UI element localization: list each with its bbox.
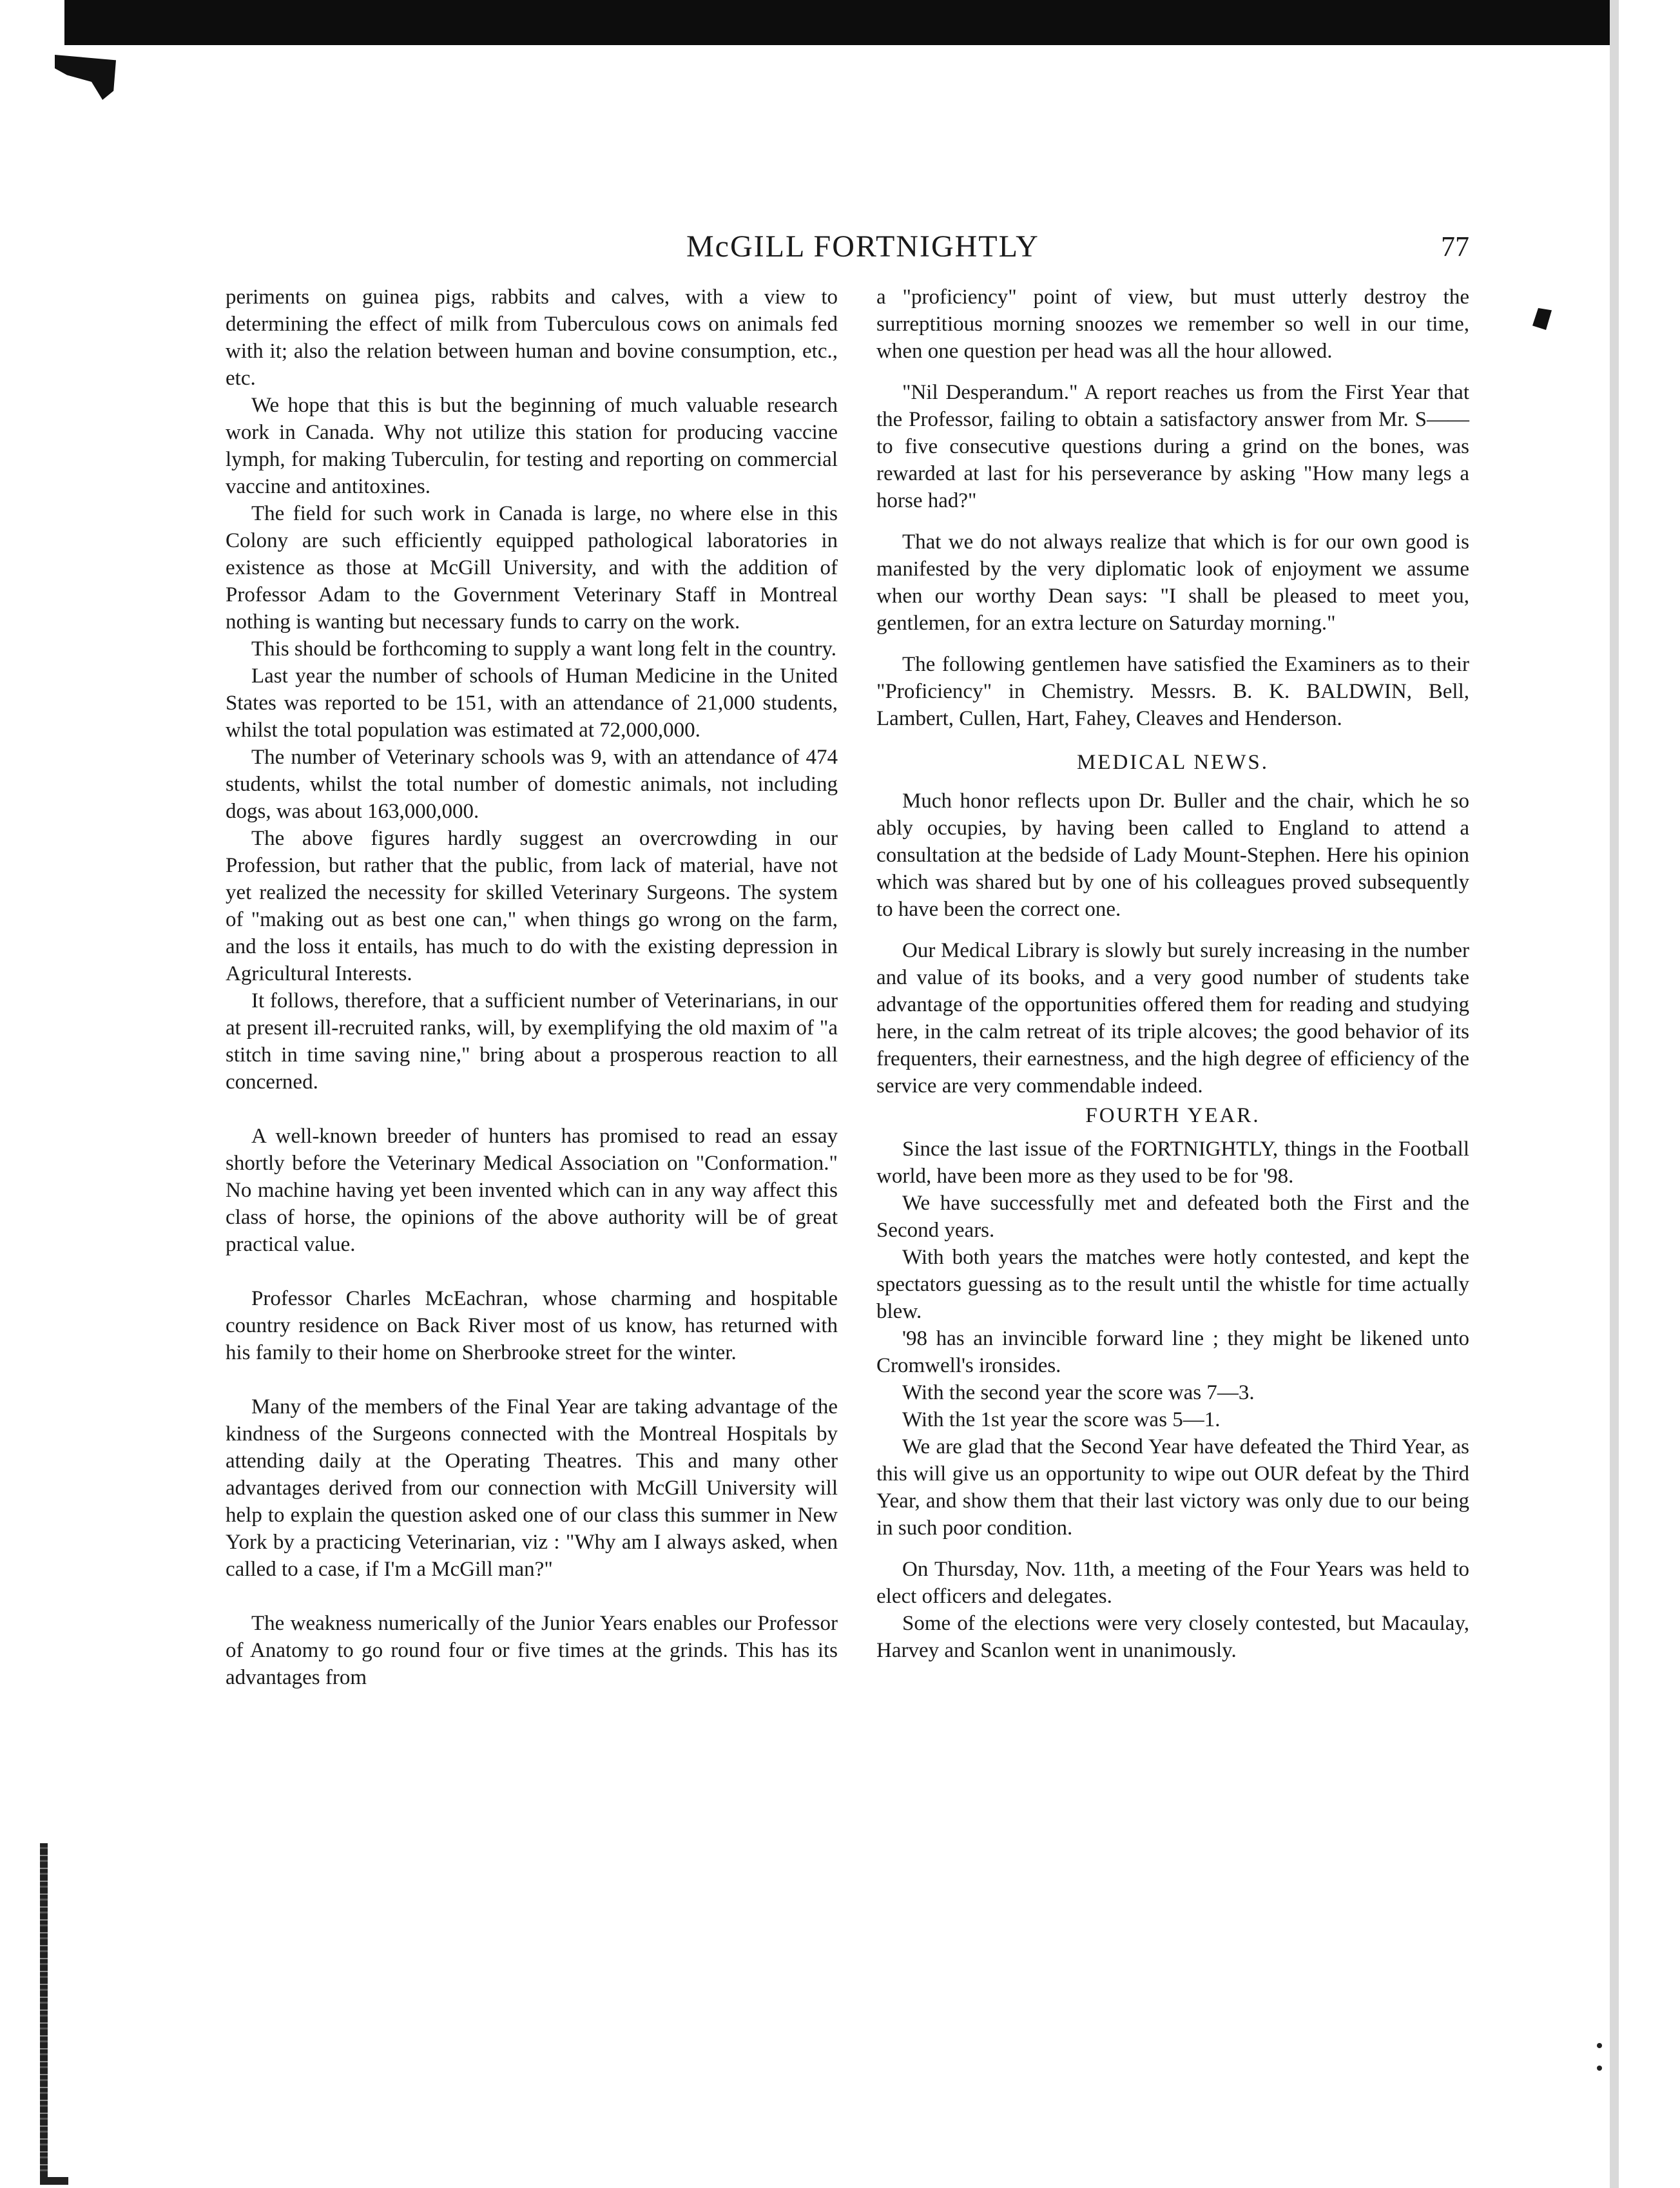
paragraph: On Thursday, Nov. 11th, a meeting of the Four Years was held to elect officers and delegates. [876, 1558, 1469, 1608]
paragraph: The above figures hardly suggest an overcrowding in our Profession, but rather that the public, from lack of material, have not yet realized the necessity for skilled Veterinary Surgeons. The system of "making out as best one can," when things go wrong on the farm, and the loss it entails, has much to do with the existing depression in Agricultural Interests. [226, 827, 838, 985]
paragraph: With the 1st year the score was 5—1. [902, 1408, 1221, 1431]
paragraph: Last year the number of schools of Human Medicine in the United States was reported to be 151, with an attendance of 21,000 students, whilst the total population was estimated at 72,000,000. [226, 664, 838, 742]
scan-margin-scratch [0, 1837, 71, 2188]
paragraph: The number of Veterinary schools was 9, with an attendance of 474 students, whilst the total number of domestic animals, not including dogs, was about 163,000,000. [226, 746, 838, 823]
paragraph: Since the last issue of the FORTNIGHTLY, things in the Football world, have been more as they used to be for '98. [876, 1138, 1469, 1188]
paragraph: The weakness numerically of the Junior Years enables our Professor of Anatomy to go round four or five times at the grinds. This has its advantages from [226, 1612, 838, 1689]
section-heading-fourth-year: FOURTH YEAR. [1085, 1104, 1260, 1127]
paragraph: It follows, therefore, that a sufficient number of Veterinarians, in our at present ill-recruited ranks, will, by exemplifying the old maxim of "a stitch in time saving nine," bring about a prosperous reaction to all concerned. [226, 989, 838, 1094]
paragraph: "Nil Desperandum." A report reaches us from the First Year that the Professor, failing to obtain a satisfactory answer from Mr. S—— to five consecutive questions during a grind on the bones, was rewarded at last for his perseverance by asking "How many legs a horse had?" [876, 381, 1469, 512]
right-column [876, 284, 1469, 1664]
left-column [226, 284, 838, 1691]
paragraph: With both years the matches were hotly contested, and kept the spectators guessing as to the result until the whistle for time actually blew. [876, 1246, 1469, 1323]
paragraph: With the second year the score was 7—3. [902, 1381, 1255, 1404]
paragraph: Some of the elections were very closely contested, but Macaulay, Harvey and Scanlon went in unanimously. [876, 1612, 1469, 1662]
paragraph: Many of the members of the Final Year are taking advantage of the kindness of the Surgeons connected with the Montreal Hospitals by attending daily at the Operating Theatres. This and many other advantages derived from our connection with McGill University will help to explain the question asked one of our class this summer in New York by a practicing Veterinarian, viz : "Why am I always asked, when called to a case, if I'm a McGill man?" [226, 1395, 838, 1581]
paragraph: We are glad that the Second Year have defeated the Third Year, as this will give us an opportunity to wipe out OUR defeat by the Third Year, and show them that their last victory was only due to our being in such poor condition. [876, 1435, 1469, 1540]
scan-right-edge [1610, 0, 1619, 2188]
scan-speck [1597, 2066, 1602, 2071]
paragraph: We have successfully met and defeated both the First and the Second years. [876, 1192, 1469, 1242]
paragraph: Much honor reflects upon Dr. Buller and the chair, which he so ably occupies, by having been called to England to attend a consultation at the bedside of Lady Mount-Stephen. Here his opinion which was shared but by one of his colleagues proved subsequently to have been the correct one. [876, 789, 1469, 921]
scan-ink-blot [1532, 308, 1552, 330]
journal-title: McGILL FORTNIGHTLY [686, 229, 1039, 264]
section-heading-medical-news: MEDICAL NEWS. [1076, 751, 1270, 774]
paragraph: This should be forthcoming to supply a want long felt in the country. [251, 637, 836, 661]
paragraph: That we do not always realize that which is for our own good is manifested by the very diplomatic look of enjoyment we assume when our worthy Dean says: "I shall be pleased to meet you, gentlemen, for an extra lecture on Saturday morning." [876, 530, 1469, 635]
paragraph: '98 has an invincible forward line ; they might be likened unto Cromwell's ironsides. [876, 1327, 1469, 1377]
paragraph: The field for such work in Canada is large, no where else in this Colony are such efficiently equipped pathological laboratories in existence as those at McGill University, and with the addition of Professor Adam to the Government Veterinary Staff in Montreal nothing is wanting but necessary funds to carry on the work. [226, 502, 838, 634]
scan-speck [1597, 2043, 1602, 2048]
paragraph: A well-known breeder of hunters has promised to read an essay shortly before the Veterinary Medical Association on "Conformation." No machine having yet been invented which can in any way affect this class of horse, the opinions of the above authority will be of great practical value. [226, 1125, 838, 1256]
scan-top-border [64, 0, 1611, 45]
paragraph: periments on guinea pigs, rabbits and calves, with a view to determining the effect of milk from Tuberculous cows on animals fed with it; also the relation between human and bovine consumption, etc., etc. [226, 286, 838, 390]
running-head [213, 229, 1469, 267]
paragraph: We hope that this is but the beginning of much valuable research work in Canada. Why not utilize this station for producing vaccine lymph, for making Tuberculin, for testing and reporting on commercial vaccine and antitoxines. [226, 394, 838, 498]
scan-corner-mark [55, 55, 116, 100]
paragraph: a "proficiency" point of view, but must utterly destroy the surreptitious morning snoozes we remember so well in our time, when one question per head was all the hour allowed. [876, 286, 1469, 363]
paragraph: The following gentlemen have satisfied the Examiners as to their "Proficiency" in Chemistry. Messrs. B. K. BALDWIN, Bell, Lambert, Cullen, Hart, Fahey, Cleaves and Henderson. [876, 653, 1469, 730]
page-number: 77 [1441, 231, 1469, 262]
paragraph: Our Medical Library is slowly but surely increasing in the number and value of its books, and a very good number of students take advantage of the opportunities offered them for reading and studying here, in the calm retreat of its triple alcoves; the good behavior of its frequenters, their earnestness, and the high degree of efficiency of the service are very commendable indeed. [876, 939, 1469, 1098]
paragraph: Professor Charles McEachran, whose charming and hospitable country residence on Back River most of us know, has returned with his family to their home on Sherbrooke street for the winter. [226, 1287, 838, 1364]
